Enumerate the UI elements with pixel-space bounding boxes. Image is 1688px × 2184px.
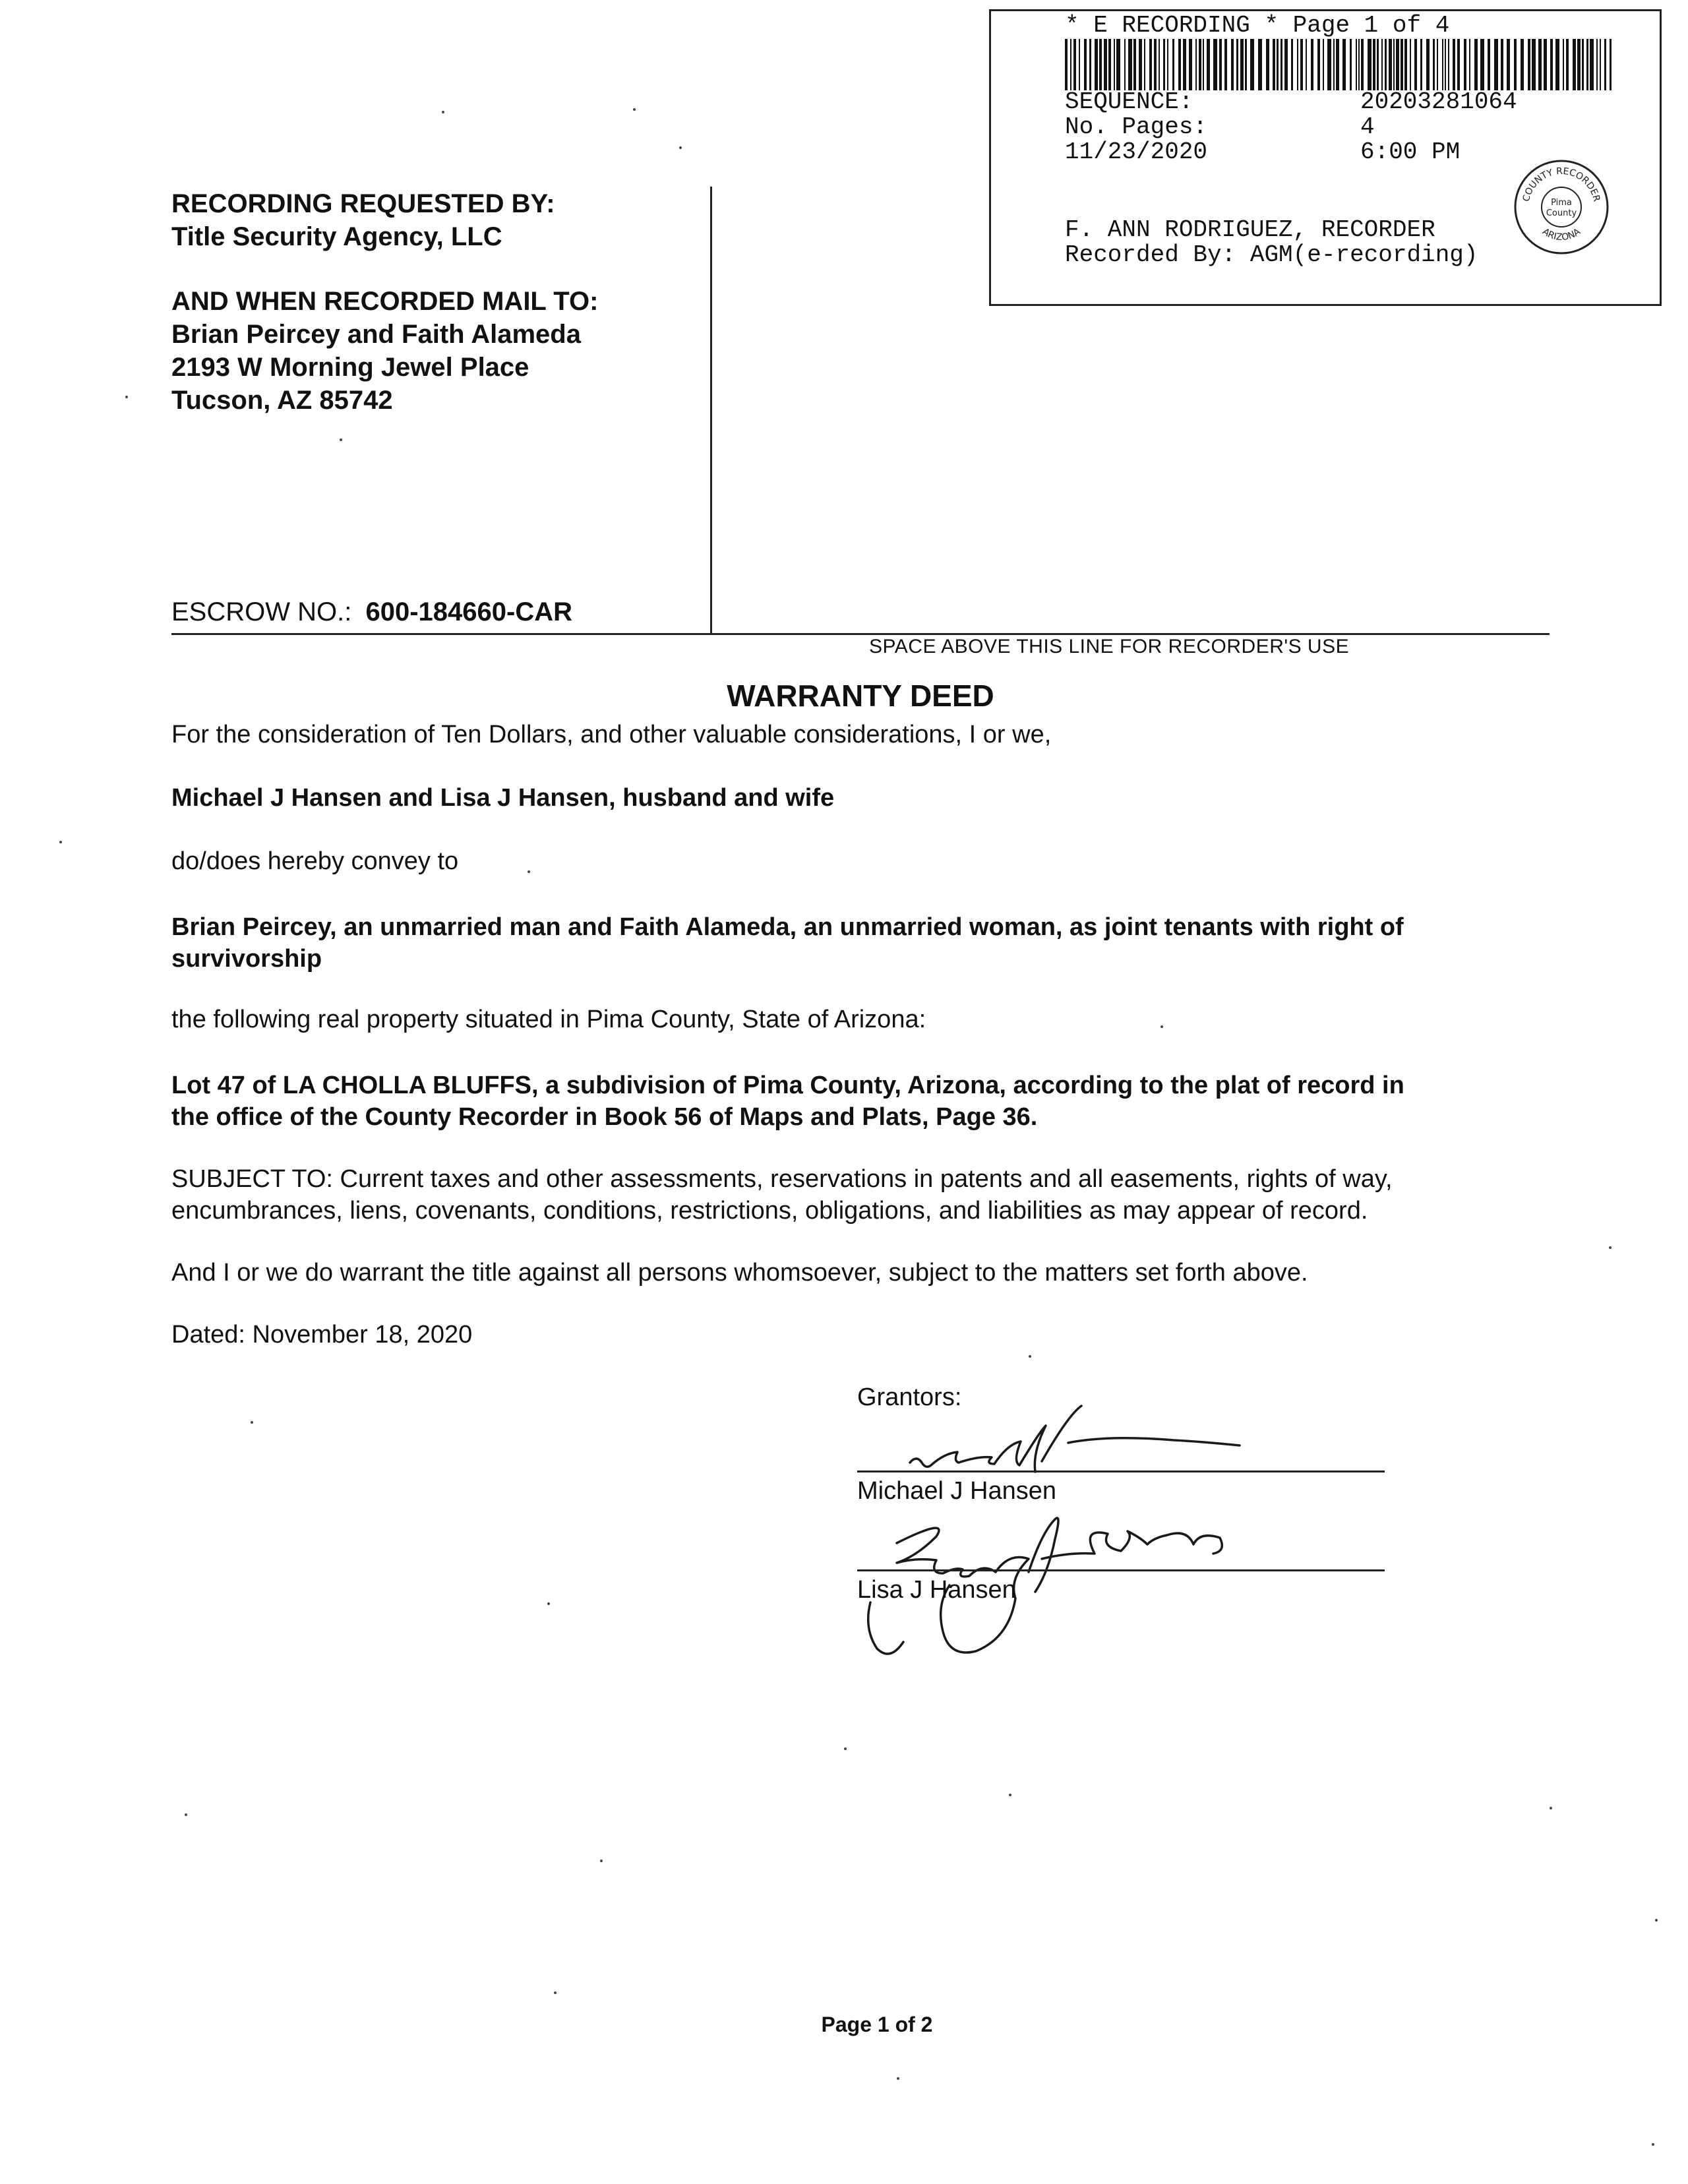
scan-speck xyxy=(844,1747,847,1750)
pages-value: 4 xyxy=(1360,113,1375,140)
sequence-label: SEQUENCE: xyxy=(1065,88,1193,115)
barcode-bar xyxy=(1414,39,1417,90)
seal-center-1: Pima xyxy=(1551,198,1572,208)
barcode-bar xyxy=(1437,39,1438,90)
barcode-bar xyxy=(1266,39,1269,90)
barcode-bar xyxy=(1469,39,1470,90)
barcode-bar xyxy=(1128,39,1132,90)
page-number: Page 1 of 2 xyxy=(821,2013,933,2036)
barcode-bar xyxy=(1590,39,1594,90)
barcode-bar xyxy=(1250,39,1254,90)
barcode-bar xyxy=(1178,39,1181,90)
seal-top-text: COUNTY RECORDER xyxy=(1521,166,1602,203)
legal-line-2: the office of the County Recorder in Book 56 of Maps and Plats, Page 36. xyxy=(171,1103,1038,1131)
signer-1-name: Michael J Hansen xyxy=(857,1477,1057,1505)
barcode-bar xyxy=(1550,39,1553,90)
barcode-bar xyxy=(1065,39,1068,90)
barcode-bar xyxy=(1213,39,1217,90)
barcode-bar xyxy=(1573,39,1576,90)
barcode-bar xyxy=(1350,39,1352,90)
grantees-line-2: survivorship xyxy=(171,945,322,973)
scan-speck xyxy=(1029,1355,1031,1358)
escrow-line xyxy=(171,597,572,627)
barcode-bar xyxy=(1566,39,1569,90)
barcode-bar xyxy=(1381,39,1383,90)
barcode-bar xyxy=(1079,39,1080,90)
barcode-bar xyxy=(1532,39,1536,90)
barcode-bar xyxy=(1189,39,1192,90)
subject-to-text xyxy=(171,1163,1550,1227)
barcode-bar xyxy=(1277,39,1279,90)
barcode-bar xyxy=(1361,39,1364,90)
barcode-bar xyxy=(1442,39,1443,90)
sequence-value: 20203281064 xyxy=(1360,88,1517,115)
barcode-bar xyxy=(1108,39,1111,90)
barcode-bar xyxy=(1358,39,1360,90)
barcode-bar xyxy=(1139,39,1142,90)
barcode-bar xyxy=(1163,39,1165,90)
barcode-bar xyxy=(1311,39,1313,90)
barcode-bar xyxy=(1099,39,1102,90)
barcode-bar xyxy=(1401,39,1403,90)
barcode-bar xyxy=(1124,39,1126,90)
barcode-bar xyxy=(1521,39,1524,90)
barcode-bar xyxy=(1154,39,1157,90)
subject-line-2: encumbrances, liens, covenants, conditions, restrictions, obligations, and liabilities as may appear of record. xyxy=(171,1197,1368,1225)
recorder-stamp xyxy=(989,9,1662,306)
barcode-bar xyxy=(1297,39,1298,90)
barcode-bar xyxy=(1457,39,1460,90)
barcode-bar xyxy=(1167,39,1168,90)
barcode-bar xyxy=(1501,39,1503,90)
barcode-bar xyxy=(1544,39,1547,90)
mail-to-name: Brian Peircey and Faith Alameda xyxy=(171,320,581,349)
convey-text: do/does hereby convey to xyxy=(171,847,459,875)
barcode-bar xyxy=(1389,39,1392,90)
barcode-bar xyxy=(1070,39,1071,90)
barcode-bar xyxy=(1393,39,1395,90)
scan-speck xyxy=(633,108,636,111)
scan-speck xyxy=(59,841,62,843)
barcode-bar xyxy=(1342,39,1346,90)
barcode-bar xyxy=(1258,39,1262,90)
barcode-bar xyxy=(1281,39,1282,90)
record-time: 6:00 PM xyxy=(1360,138,1461,166)
scan-speck xyxy=(1009,1794,1011,1796)
barcode-bar xyxy=(1396,39,1399,90)
barcode-bar xyxy=(1586,39,1588,90)
barcode-bar xyxy=(1207,39,1210,90)
pages-label: No. Pages: xyxy=(1065,113,1208,140)
barcode-bar xyxy=(1464,39,1466,90)
scan-speck xyxy=(185,1813,187,1816)
barcode-bar xyxy=(1245,39,1247,90)
barcode-bar xyxy=(1494,39,1498,90)
barcode-bar xyxy=(1410,39,1411,90)
barcode-bar xyxy=(1404,39,1407,90)
legal-description xyxy=(171,1070,1550,1133)
scan-speck xyxy=(1609,1246,1612,1249)
escrow-label: ESCROW NO.: xyxy=(171,597,352,626)
scan-speck xyxy=(600,1860,603,1862)
barcode-bar xyxy=(1596,39,1598,90)
recorder-space-line xyxy=(171,633,1550,635)
signature-line-1 xyxy=(857,1471,1385,1472)
mail-to-city: Tucson, AZ 85742 xyxy=(171,386,393,415)
seal-bottom-text: ARIZONA xyxy=(1540,226,1582,243)
header-divider xyxy=(710,187,712,633)
scan-speck xyxy=(251,1421,253,1424)
barcode-bar xyxy=(1159,39,1160,90)
warrant-text: And I or we do warrant the title against all persons whomsoever, subject to the matters set forth above. xyxy=(171,1259,1308,1287)
scan-speck xyxy=(1655,1919,1658,1922)
barcode-bar xyxy=(1284,39,1288,90)
barcode-bar xyxy=(1236,39,1238,90)
subject-line-1: SUBJECT TO: Current taxes and other assessments, reservations in patents and all easements, rights of way, xyxy=(171,1165,1393,1193)
barcode-bar xyxy=(1336,39,1339,90)
scan-speck xyxy=(547,1602,550,1605)
signatures-ink xyxy=(857,1391,1398,1655)
scan-speck xyxy=(528,870,530,873)
barcode-bar xyxy=(1563,39,1564,90)
barcode-bar xyxy=(1291,39,1293,90)
barcode-bar xyxy=(1507,39,1510,90)
barcode-bar xyxy=(1600,39,1601,90)
scan-speck xyxy=(442,111,444,113)
barcode-bar xyxy=(1133,39,1136,90)
barcode-bar xyxy=(1195,39,1197,90)
situated-text: the following real property situated in Pima County, State of Arizona: xyxy=(171,1006,926,1033)
barcode-bar xyxy=(1474,39,1478,90)
barcode-bar xyxy=(1095,39,1098,90)
grantees-line-1: Brian Peircey, an unmarried man and Faith Alameda, an unmarried woman, as joint tenants with right of xyxy=(171,913,1404,941)
barcode-bar xyxy=(1300,39,1303,90)
barcode-bar xyxy=(1116,39,1120,90)
scan-speck xyxy=(1550,1807,1552,1809)
barcode-bar xyxy=(1373,39,1375,90)
recorded-by: Recorded By: AGM(e-recording) xyxy=(1065,241,1478,268)
barcode-bar xyxy=(1555,39,1559,90)
barcode-bar xyxy=(1084,39,1087,90)
barcode-bar xyxy=(1089,39,1091,90)
barcode-bar xyxy=(1377,39,1379,90)
county-seal-icon xyxy=(1512,158,1611,257)
barcode-bar xyxy=(1582,39,1584,90)
mail-to-street: 2193 W Morning Jewel Place xyxy=(171,353,529,382)
barcode-bar xyxy=(1114,39,1115,90)
barcode-bar xyxy=(1149,39,1152,90)
barcode-bar xyxy=(1433,39,1435,90)
requested-by-label: RECORDING REQUESTED BY: xyxy=(171,189,555,218)
scan-speck xyxy=(1652,2143,1654,2146)
barcode-bar xyxy=(1273,39,1275,90)
barcode-bar xyxy=(1577,39,1581,90)
scan-speck xyxy=(340,439,342,441)
barcode-bar xyxy=(1203,39,1204,90)
barcode-bar xyxy=(1172,39,1174,90)
seal-center-2: County xyxy=(1546,208,1577,218)
barcode-bar xyxy=(1514,39,1517,90)
scan-speck xyxy=(1160,1025,1163,1028)
scan-speck xyxy=(679,146,682,149)
svg-text:ARIZONA xyxy=(1540,226,1582,243)
barcode-bar xyxy=(1333,39,1335,90)
scan-speck xyxy=(897,2077,899,2080)
barcode-bar xyxy=(1323,39,1324,90)
barcode-bar xyxy=(1104,39,1107,90)
barcode xyxy=(1065,39,1615,90)
signature-michael xyxy=(910,1406,1240,1472)
grantors-text: Michael J Hansen and Lisa J Hansen, husband and wife xyxy=(171,784,835,812)
barcode-bar xyxy=(1231,39,1234,90)
barcode-bar xyxy=(1073,39,1076,90)
barcode-bar xyxy=(1420,39,1422,90)
barcode-bar xyxy=(1183,39,1186,90)
mail-to-label: AND WHEN RECORDED MAIL TO: xyxy=(171,287,599,316)
scan-speck xyxy=(554,1991,557,1994)
legal-line-1: Lot 47 of LA CHOLLA BLUFFS, a subdivision of Pima County, Arizona, according to the plat of record in xyxy=(171,1072,1404,1099)
barcode-bar xyxy=(1224,39,1227,90)
barcode-bar xyxy=(1368,39,1372,90)
scan-speck xyxy=(125,396,128,398)
barcode-bar xyxy=(1240,39,1244,90)
barcode-bar xyxy=(1426,39,1430,90)
record-date: 11/23/2020 xyxy=(1065,138,1208,166)
grantees-text xyxy=(171,911,1550,975)
escrow-number: 600-184660-CAR xyxy=(365,597,572,626)
stamp-header: * E RECORDING * Page 1 of 4 xyxy=(1065,12,1450,39)
barcode-bar xyxy=(1317,39,1320,90)
barcode-bar xyxy=(1488,39,1490,90)
barcode-bar xyxy=(1610,39,1612,90)
document-title: WARRANTY DEED xyxy=(727,679,994,713)
barcode-bar xyxy=(1453,39,1455,90)
barcode-bar xyxy=(1199,39,1201,90)
barcode-bar xyxy=(1219,39,1222,90)
recorder-name: F. ANN RODRIGUEZ, RECORDER xyxy=(1065,216,1435,243)
requested-by: Title Security Agency, LLC xyxy=(171,222,502,251)
barcode-bar xyxy=(1480,39,1484,90)
barcode-bar xyxy=(1445,39,1446,90)
consideration-text: For the consideration of Ten Dollars, and other valuable considerations, I or we, xyxy=(171,721,1052,748)
barcode-bar xyxy=(1528,39,1530,90)
barcode-bar xyxy=(1356,39,1357,90)
grantors-label: Grantors: xyxy=(857,1383,962,1411)
dated-text: Dated: November 18, 2020 xyxy=(171,1321,473,1349)
barcode-bar xyxy=(1538,39,1542,90)
barcode-bar xyxy=(1327,39,1331,90)
barcode-bar xyxy=(1604,39,1606,90)
signature-line-2 xyxy=(857,1569,1385,1571)
barcode-bar xyxy=(1385,39,1387,90)
barcode-bar xyxy=(1306,39,1307,90)
barcode-bar xyxy=(1448,39,1449,90)
signer-2-name: Lisa J Hansen xyxy=(857,1576,1016,1604)
recorder-space-note: SPACE ABOVE THIS LINE FOR RECORDER'S USE xyxy=(869,636,1350,657)
barcode-bar xyxy=(1144,39,1145,90)
